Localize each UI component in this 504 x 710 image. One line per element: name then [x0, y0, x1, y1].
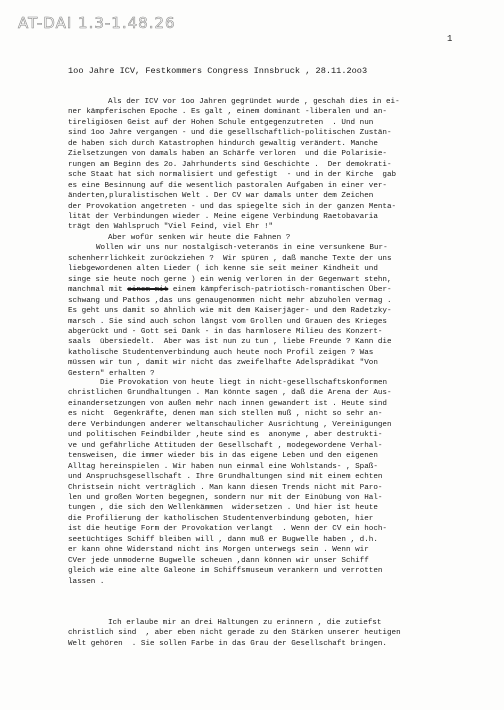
text-line: abgerückt und - Gott sei Dank - in das harmlosere Milieu des Konzert- — [68, 327, 383, 336]
text-line: len und großen Worten begegnen, sondern nur mit der Einübung von Hal- — [68, 493, 383, 502]
page-number: 1 — [447, 34, 453, 44]
text-line: es eine Besinnung auf die wesentlich pastoralen Aufgaben in einer ver- — [68, 181, 387, 190]
text-line: Zielsetzungen von damals haben an Schärfe verloren und die Polarisie- — [68, 150, 387, 159]
text-line: ner kämpferischen Epoche . Es galt , einem dominant -liberalen und an- — [68, 108, 387, 117]
text-line: schenherrlichkeit zurückziehen ? Wir spüren , daß manche Texte der uns — [68, 254, 392, 263]
text-line: Es geht uns damit so ähnlich wie mit dem Kaiserjäger- und dem Radetzky- — [68, 307, 392, 316]
text-line: christlich sind , aber eben nicht gerade zu den Stärken unserer heutigen — [68, 629, 401, 638]
paragraph-1 — [68, 97, 476, 379]
text-line: CVer jede unmoderne Bugwelle scheuen ,dann können wir unser Schiff — [68, 556, 369, 565]
text-line: müssen wir tun , damit wir nicht das zweifelhafte Adelsprädikat "Von — [68, 359, 378, 368]
text-line: dere Verbindungen anderer weltanschaulicher Ausrichtung , Vereinigungen — [68, 420, 392, 429]
text-line: schwang und Pathos ,das uns genaugenommen nicht mehr abzuholen vermag . — [68, 296, 392, 305]
text-line: änderten,pluralistischen Welt . Der CV war damals unter dem Zeichen — [68, 192, 374, 201]
text-line: die Profilierung der katholischen Studentenverbindung geboten, hier — [68, 514, 374, 523]
text-line: Christsein nicht verträglich . Man kann diesen Trends nicht mit Paro- — [68, 483, 383, 492]
text-line: Gestern" erhalten ? — [68, 369, 155, 378]
paragraph-3 — [68, 618, 476, 649]
text-line: marsch . Sie sind auch schon längst vom Grollen und Grauen des Krieges — [68, 317, 387, 326]
text-line: Alltag hereinspielen . Wir haben nun einmal eine Wohlstands- , Spaß- — [68, 462, 378, 471]
text-line: und Anspruchsgesellschaft . Ihre Grundhaltungen sind mit einem echten — [68, 473, 383, 482]
archive-stamp: AT-DAI 1.3-1.48.26 — [18, 14, 176, 32]
text-line: katholische Studentenverbindung auch heute noch Profil zeigen ? Was — [68, 348, 374, 357]
text-line: ist die heutige Form der Provokation verlangt . Wenn der CV ein hoch- — [68, 525, 387, 534]
text-line: und politischen Feindbilder ,heute sind es anonyme , aber destrukti- — [68, 431, 383, 440]
struck-words: einem mit — [127, 286, 169, 295]
text-line: saals übersiedelt. Aber was ist nun zu tun , liebe Freunde ? Kann die — [68, 338, 392, 347]
text-line: er kann ohne Widerstand nicht ins Morgen unterwegs sein . Wenn wir — [68, 546, 369, 555]
text-line: sind 1oo Jahre vergangen - und die gesellschaftlich-politischen Zustän- — [68, 129, 392, 138]
text-line: seetüchtiges Schiff bleiben will , dann muß er Bugwelle haben , d.h. — [68, 535, 378, 544]
text-line: Welt gehören . Sie sollen Farbe in das Grau der Gesellschaft bringen. — [68, 639, 387, 648]
text-line: Wollen wir uns nur nostalgisch-veteranös in eine versunkene Bur- — [96, 244, 388, 253]
speech-title: 1oo Jahre ICV, Festkommers Congress Innsbruck , 28.11.2oo3 — [68, 66, 368, 76]
text-line: lassen . — [68, 577, 105, 586]
text-line: sche Staat hat sich normalisiert und gefestigt - und in der Kirche gab — [68, 171, 397, 180]
text-line: christlichen Grundhaltungen . Man könnte sagen , daß die Arena der Aus- — [68, 389, 392, 398]
text-line: der Provokation angetreten - und das spiegelte sich in der ganzen Menta- — [68, 202, 397, 211]
text-line: tungen , die sich den Wellenkämmen widersetzen . Und hier ist heute — [68, 504, 378, 513]
text-line: gleich wie eine alte Galeone im Schiffsmuseum verankern und verrotten — [68, 567, 383, 576]
text-line: tensweisen, die immer wieder bis in das eigene Leben und den eigenen — [68, 452, 378, 461]
text-line: rungen am Beginn des 2o. Jahrhunderts sind Geschichte . Der demokrati- — [68, 160, 392, 169]
text-line: Die Provokation von heute liegt in nicht-gesellschaftskonformen — [100, 379, 388, 387]
paragraph-2 — [68, 378, 476, 587]
text-line: trägt den Wahlspruch "Viel Feind, viel Ehr !" — [68, 223, 274, 232]
text-line: einandersetzungen von außen mehr nach innen gewandert ist . Heute sind — [68, 399, 387, 408]
text-line: de haben sich durch Katastrophen hindurch gewaltig verändert. Manche — [68, 139, 378, 148]
text-line: singe sie heute noch gerne ) ein wenig verloren in der Gegenwart stehn, — [68, 275, 392, 284]
text-line: Als der ICV vor 1oo Jahren gegründet wurde , geschah dies in ei- — [108, 98, 400, 106]
text-line: Ich erlaube mir an drei Haltungen zu erinnern , die zutiefst — [108, 619, 382, 627]
text-line: lität der Verbindungen wieder . Meine eigene Verbindung Raetobavaria — [68, 212, 378, 221]
text-line: tireligiösen Geist auf der Hohen Schule entgegenzutreten . Und nun — [68, 118, 374, 127]
struck-text-line: manchmal mit einem mit einem kämpferisch-patriotisch-romantischen Über- — [68, 286, 392, 295]
text-line: Aber wofür senken wir heute die Fahnen ? — [108, 233, 291, 242]
text-line: es nicht Gegenkräfte, denen man sich stellen muß , nicht so sehr an- — [68, 410, 383, 419]
text-line: liebgewordenen alten Lieder ( ich kenne sie seit meiner Kindheit und — [68, 265, 378, 274]
text-line: ve und gefährliche Attituden der Gesellschaft , modegewordene Verhal- — [68, 441, 383, 450]
